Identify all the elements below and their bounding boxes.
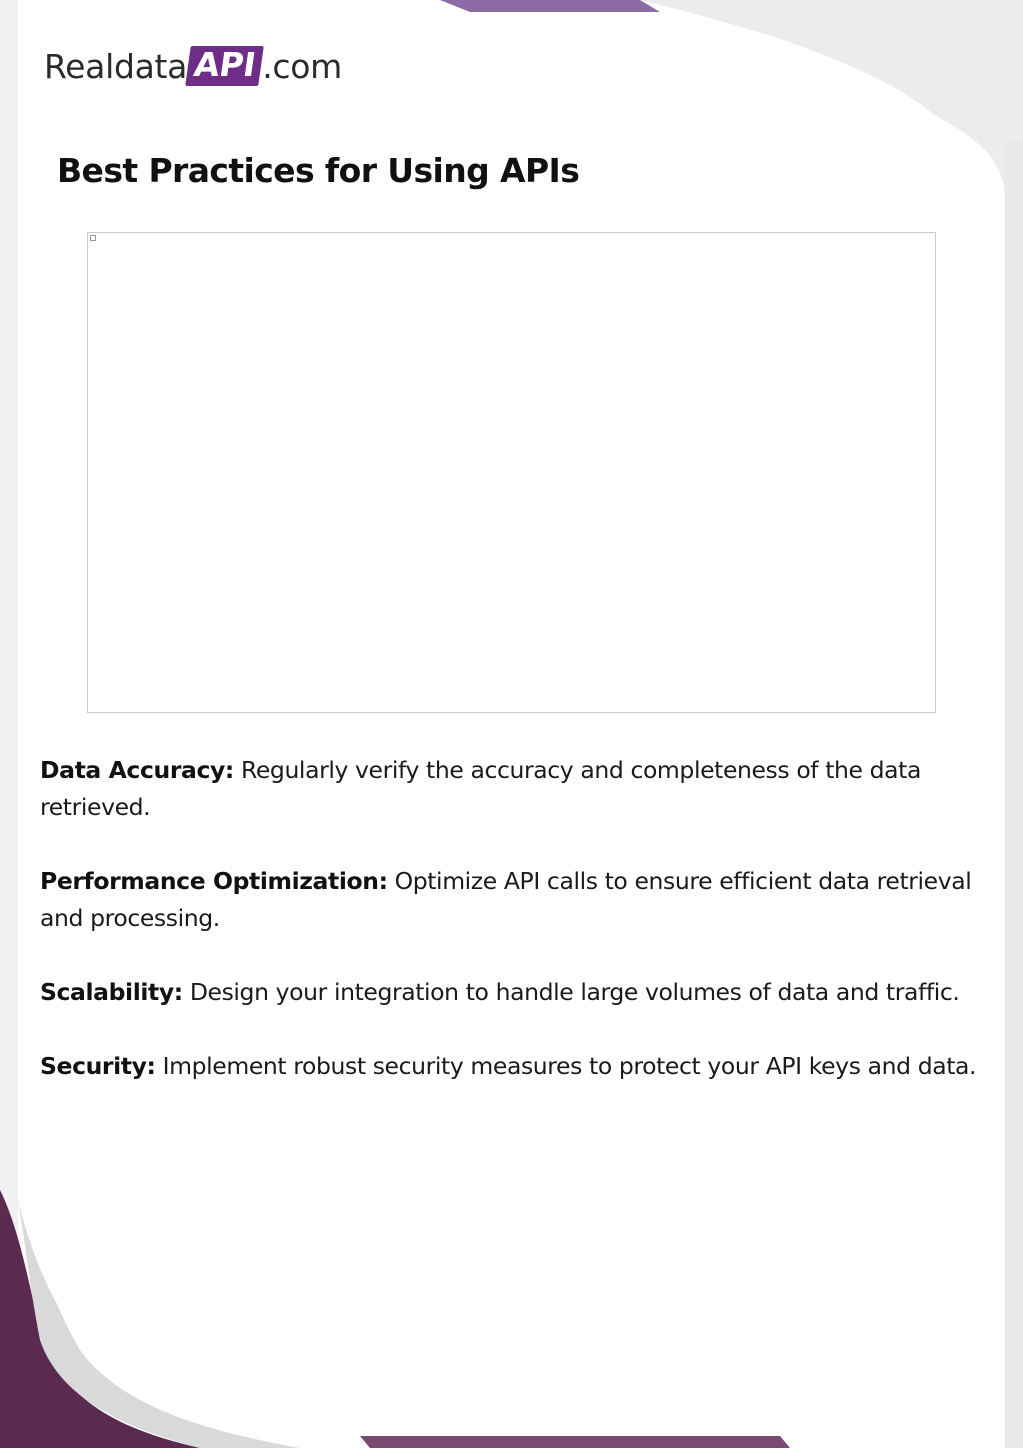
list-item	[40, 1048, 990, 1085]
brand-logo	[44, 40, 342, 92]
bottom-purple-band	[360, 1436, 790, 1448]
item-term: Security:	[40, 1052, 156, 1080]
item-term: Performance Optimization:	[40, 867, 388, 895]
item-text: Design your integration to handle large volumes of data and traffic.	[182, 978, 960, 1006]
top-purple-band	[440, 0, 660, 12]
broken-image-icon	[90, 235, 96, 241]
item-term: Data Accuracy:	[40, 756, 234, 784]
image-placeholder	[87, 232, 936, 713]
item-text: Optimize API calls to ensure efficient data retrieval and processing.	[40, 867, 972, 932]
right-side-strip	[1005, 140, 1023, 1448]
logo-highlight: API	[185, 46, 264, 86]
item-text: Implement robust security measures to protect your API keys and data.	[155, 1052, 977, 1080]
item-text: Regularly verify the accuracy and completeness of the data retrieved.	[40, 756, 922, 821]
list-item	[40, 863, 990, 937]
list-item	[40, 974, 990, 1011]
list-item	[40, 752, 990, 826]
best-practices-list	[40, 752, 990, 1122]
logo-suffix: .com	[262, 46, 342, 86]
item-term: Scalability:	[40, 978, 183, 1006]
content-card	[18, 12, 1005, 1436]
page-title: Best Practices for Using APIs	[57, 151, 580, 190]
logo-prefix: Realdata	[44, 46, 188, 86]
